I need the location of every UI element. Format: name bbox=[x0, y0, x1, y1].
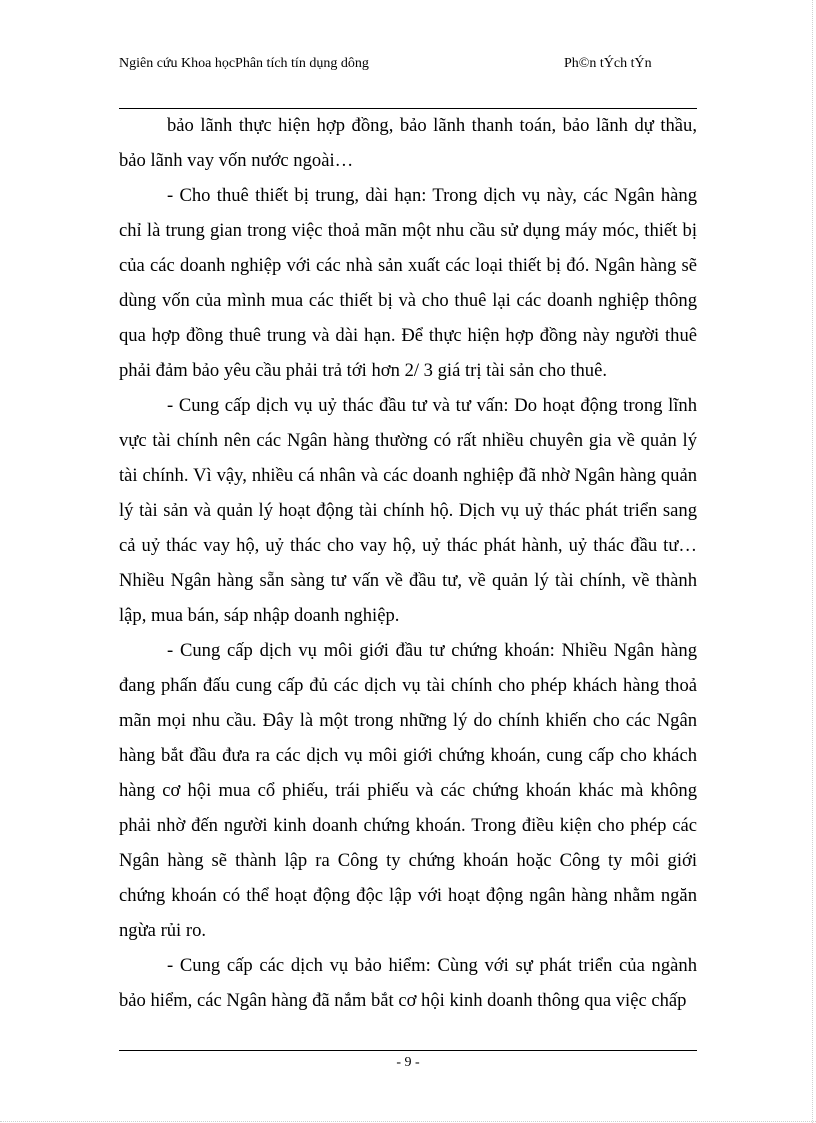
page-header bbox=[119, 54, 697, 106]
paragraph-securities-brokerage: - Cung cấp dịch vụ môi giới đầu tư chứng khoán: Nhiều Ngân hàng đang phấn đấu cung cấp đủ các dịch vụ tài chính cho phép khách hàng thoả mãn mọi nhu cầu. Đây là một trong những lý do chính khiến cho các Ngân hàng bắt đầu đưa ra các dịch vụ môi giới chứng khoán, cung cấp cho khách hàng cơ hội mua cổ phiếu, trái phiếu và các chứng khoán khác mà không phải nhờ đến người kinh doanh chứng khoán. Trong điều kiện cho phép các Ngân hàng sẽ thành lập ra Công ty chứng khoán hoặc Công ty môi giới chứng khoán có thể hoạt động độc lập với hoạt động ngân hàng nhằm ngăn ngừa rủi ro. bbox=[119, 640, 697, 941]
page-edge-bottom bbox=[0, 1121, 816, 1122]
header-author: Ph©n tÝch tÝn bbox=[564, 56, 652, 71]
paragraph-trust-advisory: - Cung cấp dịch vụ uỷ thác đầu tư và tư vấn: Do hoạt động trong lĩnh vực tài chính nên các Ngân hàng thường có rất nhiều chuyên gia về quản lý tài chính. Vì vậy, nhiều cá nhân và các doanh nghiệp đã nhờ Ngân hàng quản lý tài sản và quản lý hoạt động tài chính hộ. Dịch vụ uỷ thác phát triển sang cả uỷ thác vay hộ, uỷ thác cho vay hộ, uỷ thác phát hành, uỷ thác đầu tư… Nhiều Ngân hàng sẵn sàng tư vấn về đầu tư, về quản lý tài chính, về thành lập, mua bán, sáp nhập doanh nghiệp. bbox=[119, 395, 697, 626]
paragraph-insurance-services: - Cung cấp các dịch vụ bảo hiểm: Cùng với sự phát triển của ngành bảo hiểm, các Ngân hàng đã nắm bắt cơ hội kinh doanh thông qua việc chấp bbox=[119, 955, 697, 1011]
paragraph-guarantee-continuation: bảo lãnh thực hiện hợp đồng, bảo lãnh thanh toán, bảo lãnh dự thầu, bảo lãnh vay vốn nước ngoài… bbox=[119, 115, 697, 171]
page-number: - 9 - bbox=[396, 1055, 420, 1070]
footer-divider bbox=[119, 1050, 697, 1051]
page-edge-right bbox=[812, 0, 813, 1123]
header-title: Ngiên cứu Khoa họcPhân tích tín dụng dông bbox=[119, 56, 369, 71]
paragraph-equipment-leasing: - Cho thuê thiết bị trung, dài hạn: Trong dịch vụ này, các Ngân hàng chỉ là trung gian trong việc thoả mãn một nhu cầu sử dụng máy móc, thiết bị của các doanh nghiệp với các nhà sản xuất các loại thiết bị đó. Ngân hàng sẽ dùng vốn của mình mua các thiết bị và cho thuê lại các doanh nghiệp thông qua hợp đồng thuê trung và dài hạn. Để thực hiện hợp đồng này người thuê phải đảm bảo yêu cầu phải trả tới hơn 2/ 3 giá trị tài sản cho thuê. bbox=[119, 185, 697, 381]
document-body bbox=[119, 108, 697, 1018]
